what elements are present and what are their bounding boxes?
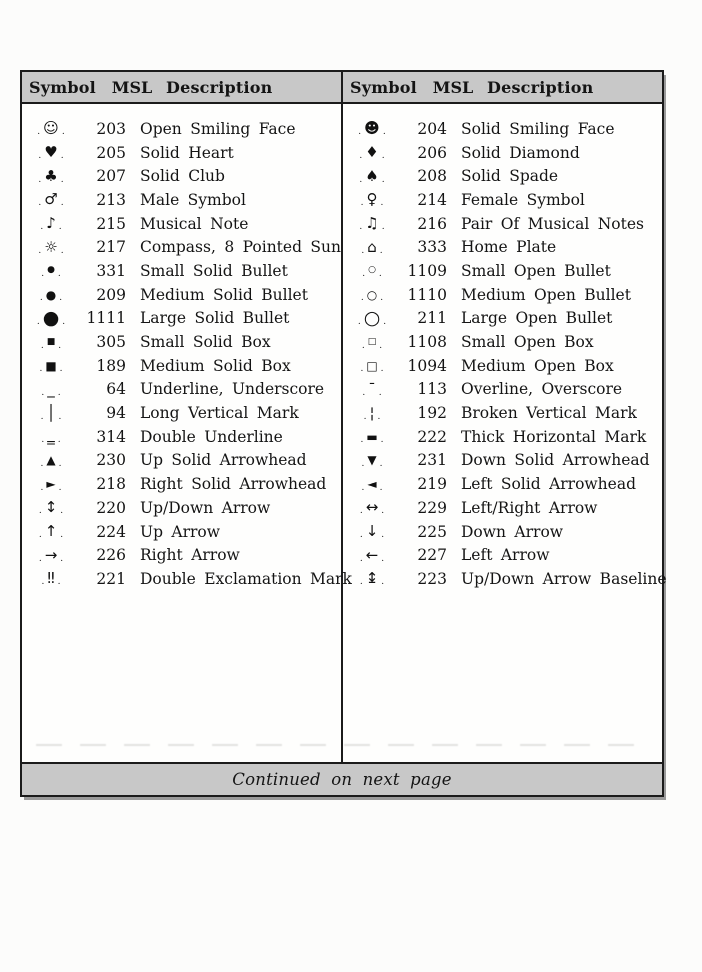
symbol-cell [22,453,80,469]
table-row [343,472,662,496]
cell-marker-dot: . [38,553,42,564]
symbol-glyph: ♫ [365,214,379,233]
msl-code: 209 [96,285,126,304]
cell-marker-dot: . [58,340,62,351]
cell-marker-dot: . [360,293,364,304]
cell-marker-dot: . [382,127,386,138]
symbol-description: Small Solid Box [140,333,271,352]
column-header-description: Description [487,77,594,97]
cell-marker-dot: . [38,174,42,185]
cell-marker-dot: . [60,245,64,256]
symbol-cell [22,358,80,375]
symbol-description: Medium Solid Box [140,356,291,375]
symbol-cell [343,306,401,329]
table-left-column [22,104,352,762]
cell-marker-dot: . [38,198,42,209]
table-row [343,543,662,567]
cell-marker-dot: . [380,364,384,375]
cell-marker-dot: . [60,530,64,541]
symbol-description: Solid Diamond [461,143,580,162]
table-row [22,235,341,259]
msl-code: 218 [96,475,126,494]
symbol-description: Double Underline [140,427,283,446]
cell-marker-dot: . [380,435,384,446]
symbol-cell [343,524,401,539]
cell-marker-dot: . [359,506,363,517]
cell-marker-dot: . [41,387,45,398]
symbol-glyph: ☺ [43,119,59,138]
symbol-description: Left Arrow [461,546,550,565]
symbol-description: Up Solid Arrowhead [140,451,307,470]
cell-marker-dot: . [57,269,61,280]
symbol-description: Overline, Overscore [461,380,623,399]
msl-code: 1109 [407,261,447,280]
symbol-cell [22,287,80,304]
symbol-description: Underline, Underscore [140,380,325,399]
cell-marker-dot: . [38,530,42,541]
cell-marker-dot: . [60,174,64,185]
cell-marker-dot: . [361,458,365,469]
symbol-glyph: ▼ [367,453,377,468]
symbol-glyph: ↔ [365,498,379,517]
table-row [343,520,662,544]
symbol-glyph: ○ [368,265,376,276]
table-row [343,425,662,449]
cell-marker-dot: . [60,151,64,162]
msl-code: 1108 [407,333,447,352]
table-row [22,307,341,331]
msl-code: 314 [96,427,126,446]
cell-marker-dot: . [59,293,63,304]
symbol-description: Medium Open Bullet [461,285,631,304]
symbol-cell [22,265,80,280]
table-row [343,567,667,591]
msl-code: 189 [96,356,126,375]
table-row [343,401,662,425]
cell-marker-dot: . [60,198,64,209]
table-row [343,212,662,236]
cell-marker-dot: . [36,316,40,327]
symbol-description: Up/Down Arrow Baseline [461,569,667,588]
symbol-description: Up Arrow [140,522,221,541]
symbol-glyph: ‗ [47,427,55,446]
symbol-glyph: ♥ [44,143,58,162]
table-row [22,378,341,402]
cell-marker-dot: . [57,387,61,398]
symbol-cell [22,545,80,564]
table-row [22,283,341,307]
symbol-glyph: ↓ [365,522,379,541]
msl-code: 220 [96,498,126,517]
cell-marker-dot: . [362,387,366,398]
symbol-cell [22,145,80,160]
msl-code: 219 [417,475,447,494]
msl-code: 207 [96,167,126,186]
msl-code: 192 [417,404,447,423]
symbol-glyph: ○ [363,306,381,329]
symbol-description: Small Open Box [461,333,594,352]
symbol-glyph: □ [367,336,377,347]
symbol-cell [343,571,401,586]
symbol-cell [343,145,401,160]
cell-marker-dot: . [379,482,383,493]
cell-marker-dot: . [39,293,43,304]
symbol-cell [343,192,401,207]
symbol-cell [22,192,80,207]
cell-marker-dot: . [40,482,44,493]
msl-code: 214 [417,190,447,209]
symbol-description: Right Arrow [140,546,240,565]
table-row [343,259,662,283]
table-row [343,235,662,259]
cell-marker-dot: . [58,411,62,422]
symbol-description: Male Symbol [140,190,246,209]
symbol-cell [22,403,80,422]
cell-marker-dot: . [379,458,383,469]
cell-marker-dot: . [360,198,364,209]
msl-code: 224 [96,522,126,541]
symbol-description: Up/Down Arrow [140,498,271,517]
table-header-row [22,72,662,104]
msl-code: 208 [417,167,447,186]
table-row [22,188,341,212]
symbol-glyph: ♠ [365,166,379,185]
table-row [22,543,341,567]
symbol-glyph: ♪ [46,214,56,233]
symbol-cell [343,265,401,280]
cell-marker-dot: . [361,245,365,256]
symbol-description: Long Vertical Mark [140,404,299,423]
msl-code: 305 [96,333,126,352]
symbol-description: Home Plate [461,238,557,257]
table-row [343,496,662,520]
msl-code: 203 [96,119,126,138]
table-row [343,188,662,212]
symbol-description: Female Symbol [461,190,585,209]
symbol-glyph: ↑ [44,522,58,541]
cell-marker-dot: . [38,151,42,162]
msl-code: 205 [96,143,126,162]
cell-marker-dot: . [378,269,382,280]
msl-code: 113 [417,380,447,399]
table-row [343,117,662,141]
symbol-cell [22,336,80,351]
cell-marker-dot: . [378,387,382,398]
msl-code: 1111 [86,309,126,328]
symbol-glyph: ● [42,306,60,329]
cell-marker-dot: . [60,506,64,517]
symbol-glyph: ☼ [44,237,58,256]
symbol-description: Broken Vertical Mark [461,404,637,423]
symbol-description: Large Open Bullet [461,309,613,328]
table-row [22,259,341,283]
table-body [22,104,667,762]
table-row [22,425,341,449]
cell-marker-dot: . [57,577,61,588]
table-row [22,520,341,544]
cell-marker-dot: . [61,127,65,138]
symbol-cell [22,524,80,539]
symbol-cell [22,121,80,136]
cell-marker-dot: . [37,127,41,138]
msl-code: 231 [417,451,447,470]
cell-marker-dot: . [362,269,366,280]
symbol-cell [343,287,401,304]
symbol-cell [22,166,80,185]
symbol-cell [22,500,80,515]
symbol-glyph: → [44,545,58,564]
symbol-cell [22,429,80,444]
table-row [22,164,341,188]
msl-code: 213 [96,190,126,209]
header-right-column [343,72,662,102]
symbol-glyph: ♂ [44,190,58,209]
table-row [22,472,341,496]
symbol-glyph: ↨ [365,569,379,588]
cell-marker-dot: . [58,458,62,469]
msl-code: 1110 [407,285,447,304]
cell-marker-dot: . [359,151,363,162]
cell-marker-dot: . [361,482,365,493]
msl-code: 94 [106,404,126,423]
symbol-glyph: ‼ [47,569,55,588]
table-row [343,141,662,165]
table-row [343,330,662,354]
table-row [22,449,341,473]
column-header-msl: MSL [432,77,474,97]
symbol-glyph: ● [47,265,55,276]
symbol-cell [343,237,401,256]
column-header-description: Description [166,77,273,97]
msl-code: 225 [417,522,447,541]
cell-marker-dot: . [58,222,62,233]
msl-code: 215 [96,214,126,233]
table-row [22,354,341,378]
symbol-glyph: ← [365,545,379,564]
table-row [22,117,341,141]
header-left-column [22,72,341,102]
symbol-cell [343,500,401,515]
symbol-cell [343,166,401,185]
cell-marker-dot: . [379,340,383,351]
symbol-cell [343,216,401,231]
table-footer [22,762,662,795]
symbol-glyph: ■ [45,358,57,373]
table-row [22,141,341,165]
symbol-glyph: ○ [366,287,378,302]
cell-marker-dot: . [359,530,363,541]
symbol-description: Open Smiling Face [140,119,296,138]
continued-note: Continued on next page [232,770,452,789]
cell-marker-dot: . [361,340,365,351]
cell-marker-dot: . [381,174,385,185]
msl-code: 64 [106,380,126,399]
cell-marker-dot: . [38,245,42,256]
symbol-cell [343,429,401,446]
table-row [343,164,662,188]
symbol-description: Solid Smiling Face [461,119,615,138]
symbol-cell [343,336,401,351]
msl-code: 217 [96,238,126,257]
symbol-glyph: ► [46,477,56,492]
symbol-glyph: ▲ [46,453,56,468]
cell-marker-dot: . [360,364,364,375]
symbol-cell [343,403,401,422]
cell-marker-dot: . [381,506,385,517]
msl-code: 206 [417,143,447,162]
symbol-glyph: ▬ [366,429,378,444]
cell-marker-dot: . [380,293,384,304]
cell-marker-dot: . [58,482,62,493]
cell-marker-dot: . [363,411,367,422]
symbol-cell [22,237,80,256]
symbol-cell [343,379,401,398]
column-header-symbol: Symbol [29,77,96,97]
symbol-glyph: ■ [46,336,56,347]
cell-marker-dot: . [357,316,361,327]
symbol-cell [22,571,80,586]
column-header-msl: MSL [111,77,153,97]
cell-marker-dot: . [62,316,66,327]
msl-code: 211 [417,309,447,328]
cell-marker-dot: . [60,553,64,564]
table-row [22,496,341,520]
symbol-glyph: ⌂ [367,237,377,256]
table-row [343,354,662,378]
cell-marker-dot: . [381,530,385,541]
cell-marker-dot: . [39,364,43,375]
cell-marker-dot: . [40,411,44,422]
symbol-cell [343,121,401,136]
symbol-cell [22,379,80,398]
msl-code: 226 [96,546,126,565]
symbol-description: Right Solid Arrowhead [140,475,327,494]
cell-marker-dot: . [383,316,387,327]
table-row [343,307,662,331]
cell-marker-dot: . [359,222,363,233]
cell-marker-dot: . [359,553,363,564]
symbol-cell [343,477,401,493]
table-row [343,449,662,473]
symbol-description: Medium Solid Bullet [140,285,308,304]
symbol-glyph: ↕ [44,498,58,517]
msl-code: 204 [417,119,447,138]
cell-marker-dot: . [379,245,383,256]
symbol-glyph: ● [45,287,57,302]
msl-code: 222 [417,427,447,446]
cell-marker-dot: . [57,435,61,446]
symbol-glyph: ☻ [364,119,380,138]
msl-code: 230 [96,451,126,470]
table-row [22,567,352,591]
symbol-reference-table [20,70,667,797]
cell-marker-dot: . [358,127,362,138]
symbol-description: Musical Note [140,214,249,233]
symbol-description: Down Solid Arrowhead [461,451,650,470]
symbol-description: Thick Horizontal Mark [461,427,647,446]
cell-marker-dot: . [381,577,385,588]
cell-marker-dot: . [360,435,364,446]
symbol-cell [343,358,401,375]
symbol-description: Double Exclamation Mark [140,569,352,588]
symbol-description: Medium Open Box [461,356,614,375]
symbol-cell [22,216,80,231]
symbol-cell [343,453,401,469]
cell-marker-dot: . [381,553,385,564]
cell-marker-dot: . [40,340,44,351]
symbol-description: Solid Heart [140,143,234,162]
symbol-cell [22,477,80,493]
table-row [22,212,341,236]
msl-code: 229 [417,498,447,517]
cell-marker-dot: . [359,174,363,185]
cell-marker-dot: . [38,506,42,517]
symbol-glyph: │ [46,403,56,422]
msl-code: 221 [96,569,126,588]
cell-marker-dot: . [41,577,45,588]
symbol-glyph: ¦ [369,403,375,422]
symbol-glyph: ♀ [366,190,378,209]
symbol-description: Small Solid Bullet [140,261,288,280]
table-row [22,401,341,425]
table-row [343,378,662,402]
cell-marker-dot: . [41,269,45,280]
msl-code: 331 [96,261,126,280]
cell-marker-dot: . [380,198,384,209]
cell-marker-dot: . [381,151,385,162]
symbol-cell [22,306,80,329]
symbol-glyph: ♦ [365,143,379,162]
scan-artifact-line [36,744,644,746]
cell-marker-dot: . [40,458,44,469]
symbol-description: Large Solid Bullet [140,309,290,328]
symbol-description: Solid Spade [461,167,559,186]
msl-code: 227 [417,546,447,565]
msl-code: 223 [417,569,447,588]
table-row [343,283,662,307]
symbol-description: Down Arrow [461,522,564,541]
symbol-description: Small Open Bullet [461,261,611,280]
symbol-description: Left/Right Arrow [461,498,598,517]
cell-marker-dot: . [59,364,63,375]
cell-marker-dot: . [377,411,381,422]
cell-marker-dot: . [359,577,363,588]
symbol-glyph: ¯ [368,379,376,398]
cell-marker-dot: . [40,222,44,233]
cell-marker-dot: . [41,435,45,446]
symbol-glyph: _ [47,379,55,398]
table-right-column [343,104,667,762]
symbol-cell [343,545,401,564]
table-row [22,330,341,354]
symbol-description: Solid Club [140,167,225,186]
msl-code: 333 [417,238,447,257]
symbol-glyph: □ [366,358,378,373]
symbol-description: Left Solid Arrowhead [461,475,637,494]
msl-code: 1094 [407,356,447,375]
cell-marker-dot: . [381,222,385,233]
msl-code: 216 [417,214,447,233]
column-header-symbol: Symbol [350,77,417,97]
symbol-glyph: ♣ [44,166,58,185]
symbol-glyph: ◄ [367,477,377,492]
symbol-description: Pair Of Musical Notes [461,214,644,233]
symbol-description: Compass, 8 Pointed Sun [140,238,342,257]
